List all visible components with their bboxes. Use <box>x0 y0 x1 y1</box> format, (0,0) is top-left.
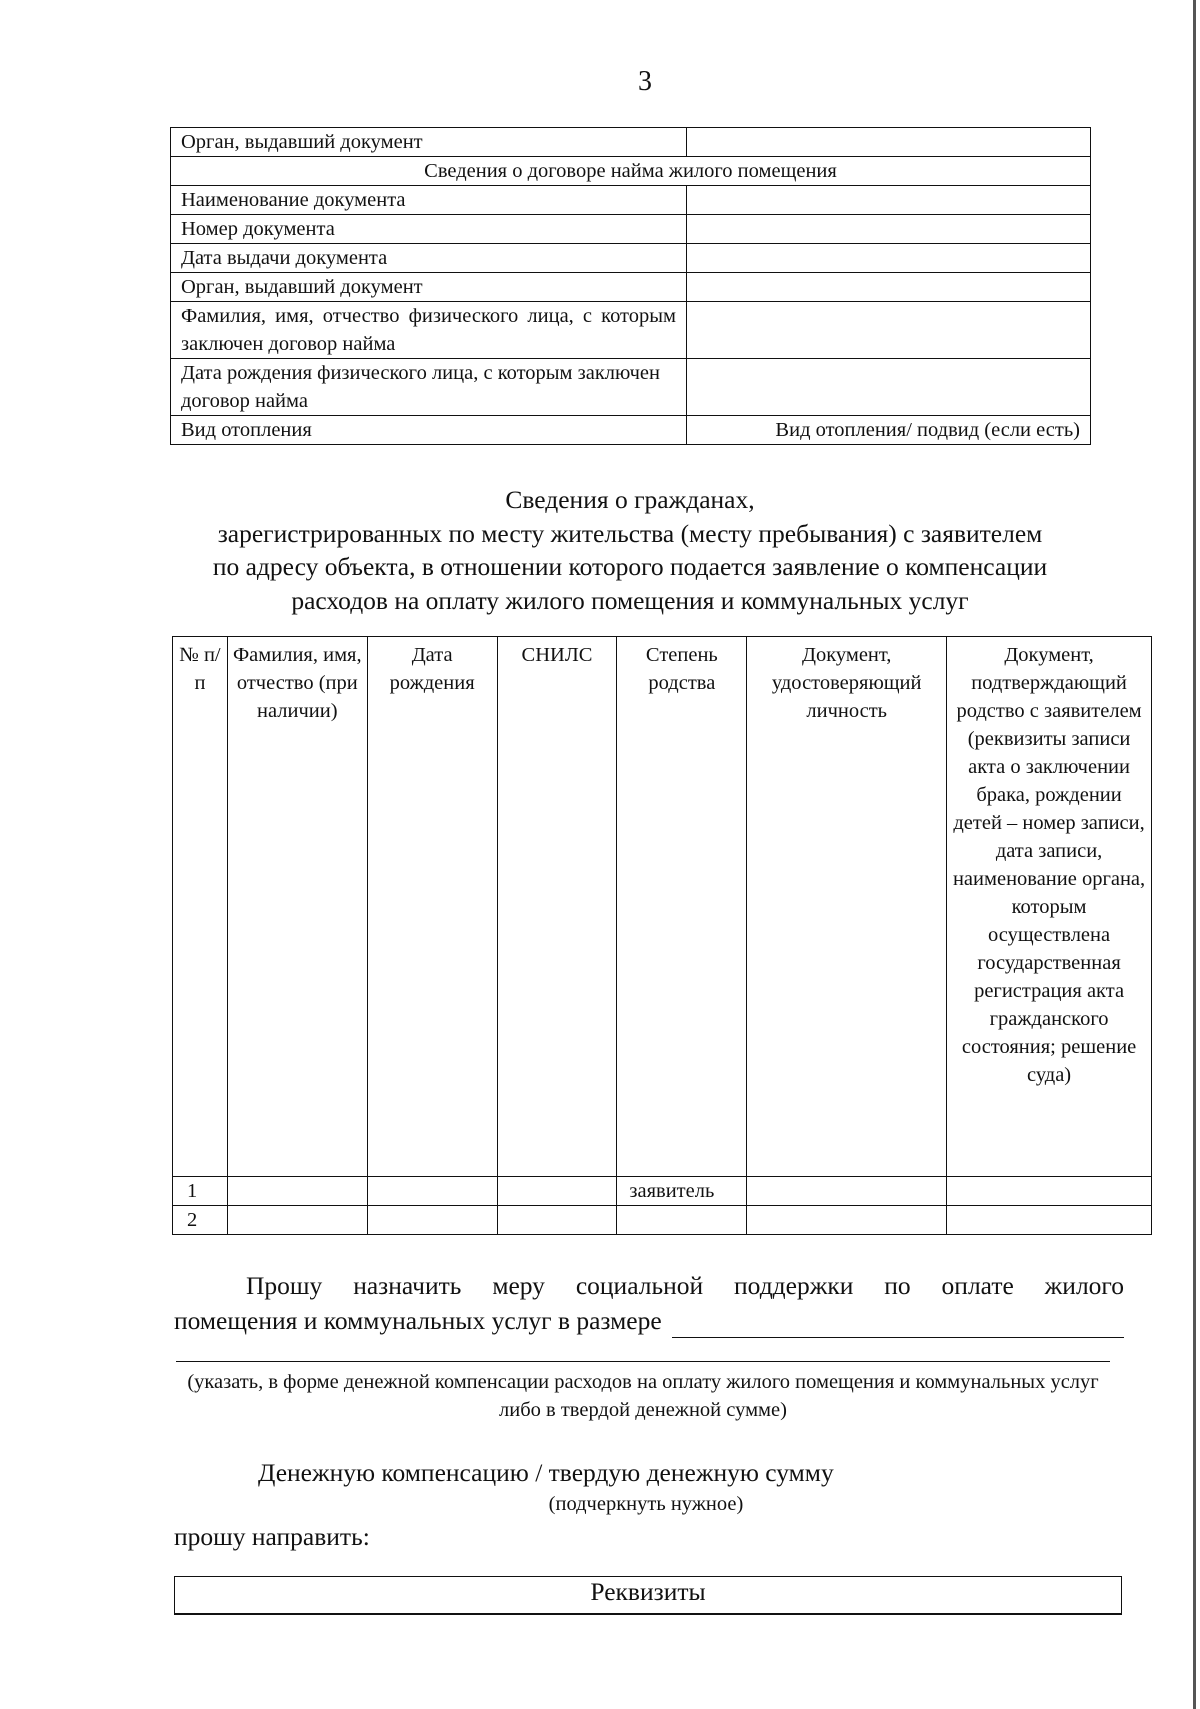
row-value[interactable] <box>687 244 1091 273</box>
amount-blank-line[interactable] <box>176 1361 1110 1362</box>
table-row <box>171 215 1091 244</box>
row-value[interactable] <box>687 128 1091 157</box>
send-text: прошу направить: <box>174 1522 370 1551</box>
request-line: помещения и коммунальных услуг в размере <box>174 1306 662 1335</box>
row-label: Орган, выдавший документ <box>171 128 687 157</box>
table-row <box>171 128 1091 157</box>
row-label: Номер документа <box>171 215 687 244</box>
compensation-text: Денежную компенсацию / твердую денежную сумму <box>258 1458 834 1487</box>
cell-fio[interactable] <box>227 1206 367 1235</box>
heading-line: расходов на оплату жилого помещения и коммунальных услуг <box>291 585 969 615</box>
row-number: 1 <box>173 1177 228 1206</box>
cell-kinship-document[interactable] <box>947 1206 1152 1235</box>
heading-line: по адресу объекта, в отношении которого подается заявление о компенсации <box>212 552 1048 581</box>
heading-line: Сведения о гражданах, <box>505 485 755 514</box>
contract-info-table <box>170 127 1091 445</box>
table-row <box>173 1206 1152 1235</box>
table-row <box>171 359 1091 416</box>
heading-line: зарегистрированных по месту жительства (месту пребывания) с заявителем <box>217 518 1043 548</box>
request-line: Прошу назначить меру социальной поддержки по оплате жилого <box>246 1271 1124 1300</box>
amount-hint: (указать, в форме денежной компенсации расходов на оплату жилого помещения и коммунальных услуг либо в твердой денежной сумме) <box>187 1371 1099 1421</box>
column-header: Документ, удостоверяющий личность <box>747 637 947 1177</box>
cell-relation[interactable] <box>617 1206 747 1235</box>
cell-snils[interactable] <box>497 1206 617 1235</box>
cell-kinship-document[interactable] <box>947 1177 1152 1206</box>
table-row <box>171 302 1091 359</box>
cell-id-document[interactable] <box>747 1206 947 1235</box>
column-header: Дата рождения <box>367 637 497 1177</box>
table-row <box>173 1177 1152 1206</box>
cell-birth-date[interactable] <box>367 1177 497 1206</box>
page-edge-line <box>1193 0 1196 1709</box>
table-row <box>171 244 1091 273</box>
row-number: 2 <box>173 1206 228 1235</box>
request-line-with-blank <box>174 1303 1124 1338</box>
row-label: Дата рождения физического лица, с которым заключен договор найма <box>171 359 687 416</box>
row-label: Вид отопления <box>171 416 687 445</box>
table-row <box>171 273 1091 302</box>
table-row <box>171 416 1091 445</box>
row-label: Орган, выдавший документ <box>171 273 687 302</box>
row-label: Фамилия, имя, отчество физического лица, с которым заключен договор найма <box>171 302 687 359</box>
requisites-label: Реквизиты <box>590 1577 706 1606</box>
cell-id-document[interactable] <box>747 1177 947 1206</box>
row-value[interactable]: Вид отопления/ подвид (если есть) <box>687 416 1091 445</box>
underline-note: (подчеркнуть нужное) <box>548 1493 744 1515</box>
column-header: № п/п <box>173 637 228 1177</box>
row-value[interactable] <box>687 359 1091 416</box>
row-value[interactable] <box>687 273 1091 302</box>
cell-snils[interactable] <box>497 1177 617 1206</box>
citizens-heading <box>160 483 1100 617</box>
table-row <box>171 186 1091 215</box>
cell-relation: заявитель <box>617 1177 747 1206</box>
column-header: Фамилия, имя, отчество (при наличии) <box>227 637 367 1177</box>
cell-fio[interactable] <box>227 1177 367 1206</box>
table-section-row <box>171 157 1091 186</box>
citizens-table <box>172 636 1152 1235</box>
requisites-box <box>174 1576 1122 1615</box>
column-header: Документ, подтверждающий родство с заявителем (реквизиты записи акта о заключении брака, рождении детей – номер записи, дата записи, наименование органа, которым осуществлена государственная регистрация акта гражданского состояния; решение суда) <box>947 637 1152 1177</box>
table-header-row <box>173 637 1152 1177</box>
section-title: Сведения о договоре найма жилого помещения <box>171 157 1091 186</box>
amount-blank-field[interactable] <box>672 1311 1124 1338</box>
row-label: Наименование документа <box>171 186 687 215</box>
row-value[interactable] <box>687 186 1091 215</box>
row-label: Дата выдачи документа <box>171 244 687 273</box>
column-header: Степень родства <box>617 637 747 1177</box>
row-value[interactable] <box>687 302 1091 359</box>
request-paragraph <box>174 1268 1124 1338</box>
page-number: 3 <box>638 66 652 97</box>
column-header: СНИЛС <box>497 637 617 1177</box>
cell-birth-date[interactable] <box>367 1206 497 1235</box>
row-value[interactable] <box>687 215 1091 244</box>
